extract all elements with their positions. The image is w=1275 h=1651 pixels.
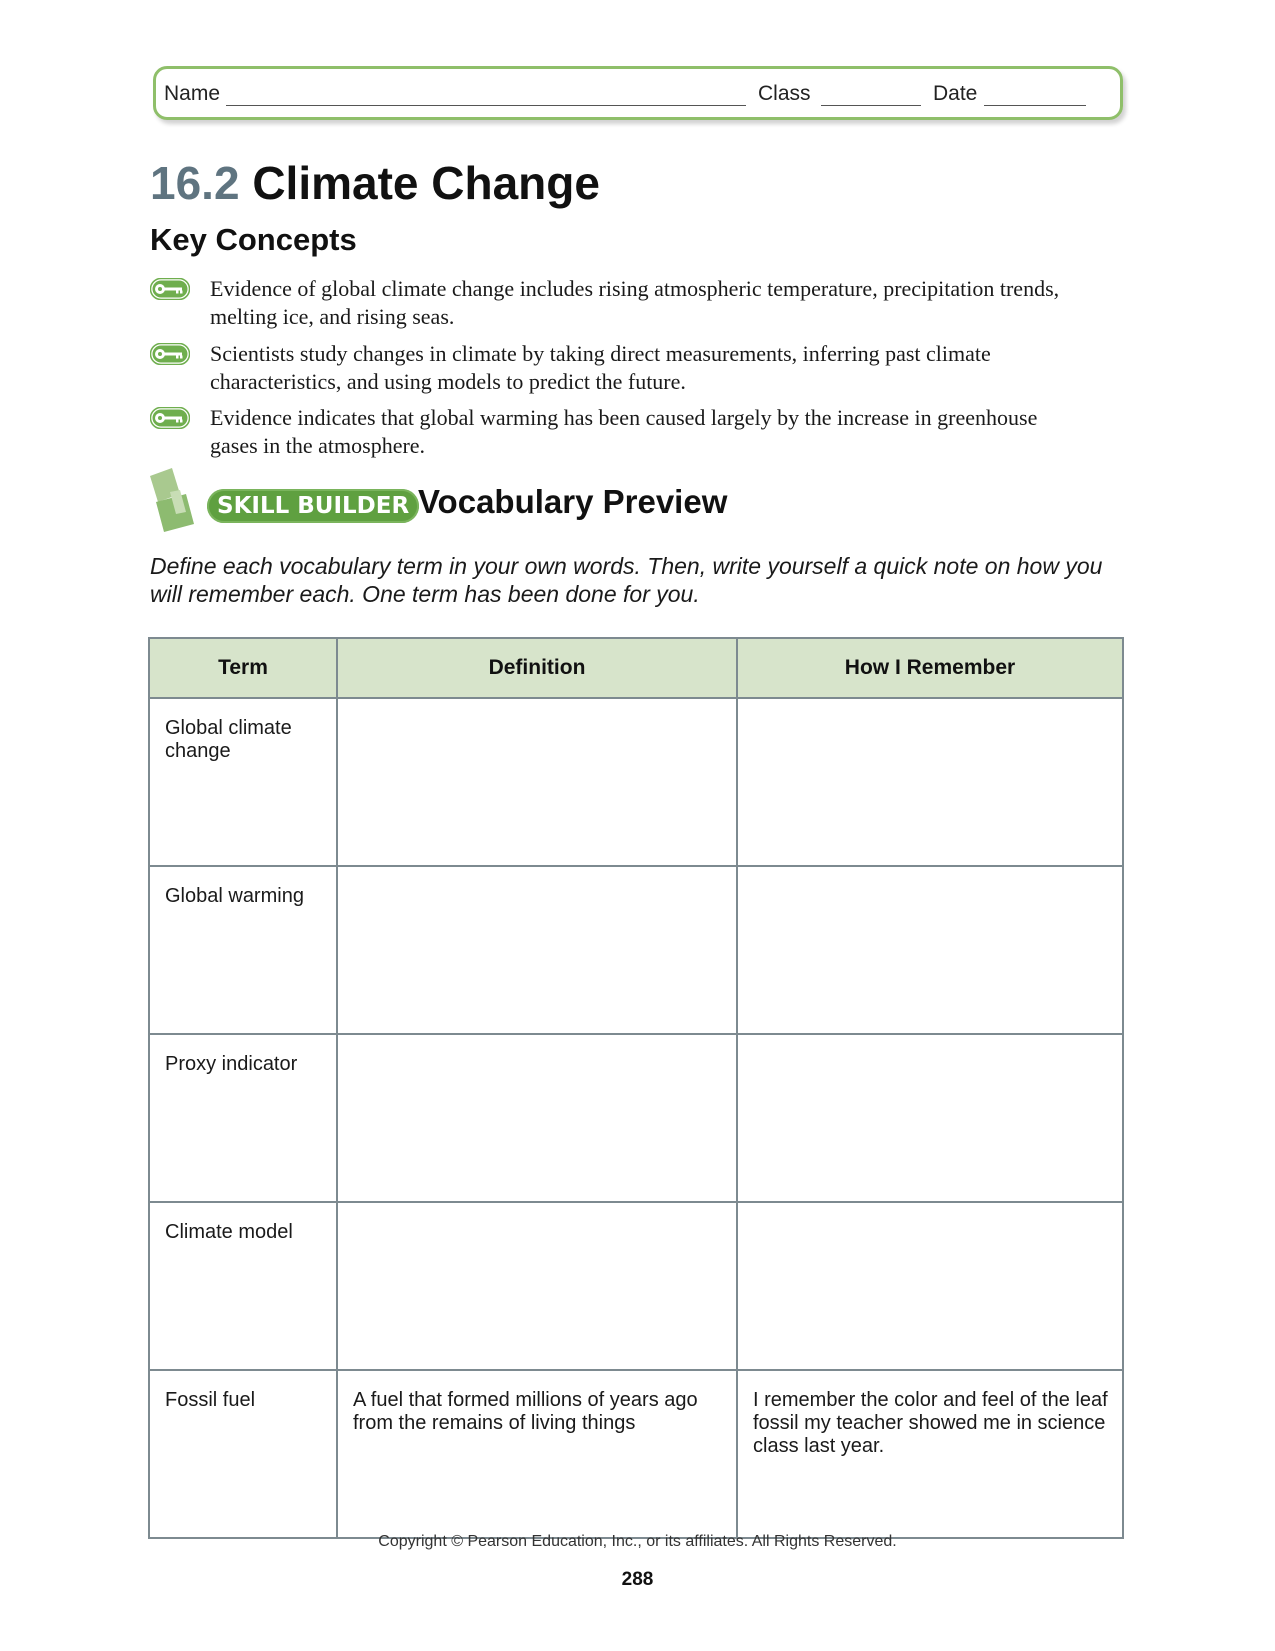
name-field[interactable] (226, 105, 746, 106)
section-title: Climate Change (252, 157, 600, 209)
table-row (149, 1370, 1123, 1538)
vocabulary-table (148, 637, 1124, 1539)
table-header-row (149, 638, 1123, 698)
definition-cell[interactable] (337, 1034, 737, 1202)
column-header-term: Term (149, 638, 337, 698)
term-cell: Climate model (149, 1202, 337, 1370)
class-label: Class (758, 82, 811, 105)
remember-cell[interactable] (737, 1034, 1123, 1202)
definition-cell[interactable] (337, 1202, 737, 1370)
table-row (149, 698, 1123, 866)
page-title (150, 158, 600, 209)
term-cell: Global warming (149, 866, 337, 1034)
key-concepts-heading: Key Concepts (150, 222, 357, 257)
definition-cell[interactable] (337, 698, 737, 866)
class-field[interactable] (821, 105, 921, 106)
definition-cell: A fuel that formed millions of years ago from the remains of living things (337, 1370, 737, 1538)
key-concept-text: Scientists study changes in climate by taking direct measurements, inferring past climate characteristics, and using models to predict the future. (210, 341, 991, 394)
table-row (149, 866, 1123, 1034)
term-cell: Fossil fuel (149, 1370, 337, 1538)
column-header-definition: Definition (337, 638, 737, 698)
term-cell: Proxy indicator (149, 1034, 337, 1202)
skill-builder-badge: SKILL BUILDER (207, 489, 419, 523)
vocabulary-preview-heading: Vocabulary Preview (418, 483, 728, 520)
page-number: 288 (621, 1569, 654, 1590)
table-row (149, 1034, 1123, 1202)
name-label: Name (164, 82, 221, 105)
copyright-notice: Copyright © Pearson Education, Inc., or its affiliates. All Rights Reserved. (378, 1533, 897, 1550)
remember-cell: I remember the color and feel of the leaf fossil my teacher showed me in science class last year. (737, 1370, 1123, 1538)
section-number: 16.2 (150, 157, 240, 209)
remember-cell[interactable] (737, 866, 1123, 1034)
skill-builder-icon (146, 466, 206, 538)
term-cell: Global climate change (149, 698, 337, 866)
remember-cell[interactable] (737, 1202, 1123, 1370)
table-row (149, 1202, 1123, 1370)
key-concept-text: Evidence indicates that global warming has been caused largely by the increase in greenhouse gases in the atmosphere. (210, 405, 1038, 458)
key-icon (150, 278, 190, 300)
instructions-text: Define each vocabulary term in your own words. Then, write yourself a quick note on how you will remember each. One term has been done for you. (150, 553, 1103, 607)
key-concept-text: Evidence of global climate change includes rising atmospheric temperature, precipitation trends, melting ice, and rising seas. (210, 276, 1060, 329)
date-field[interactable] (984, 105, 1086, 106)
column-header-how-i-remember: How I Remember (737, 638, 1123, 698)
key-icon (150, 343, 190, 365)
date-label: Date (933, 82, 978, 105)
remember-cell[interactable] (737, 698, 1123, 866)
key-icon (150, 407, 190, 429)
student-info-box (153, 66, 1123, 120)
definition-cell[interactable] (337, 866, 737, 1034)
